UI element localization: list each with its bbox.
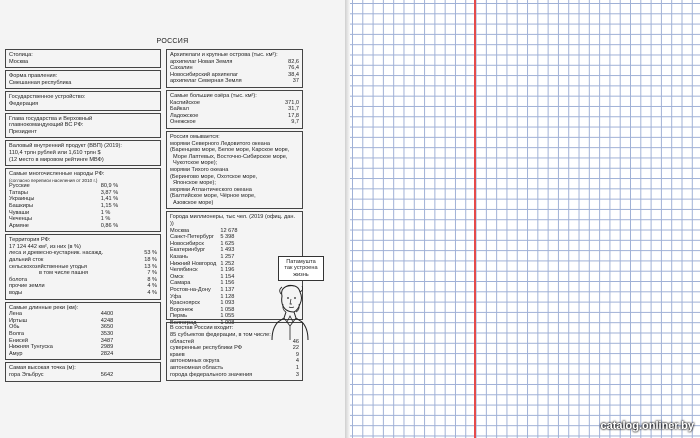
list-item: Каспийское 371,0 <box>170 99 299 106</box>
list-item: Русские 80,9 % <box>9 183 119 190</box>
head-value: Президент <box>9 128 37 135</box>
list-item: Башкиры 1,15 % <box>9 202 119 209</box>
list-item: автономная область 1 <box>170 365 299 372</box>
list-item: Японское море); <box>173 180 216 187</box>
rivers-heading: Самые длинные реки (км): <box>9 304 79 311</box>
list-item: Море Лаптевых, Восточно-Сибирское море, <box>173 153 288 160</box>
peak-heading: Самая высокая точка (м): <box>9 365 76 372</box>
watermark: catalog.onliner.by <box>600 420 694 432</box>
list-item: города федерального значения 3 <box>170 371 299 378</box>
list-item: прочие земли 4 % <box>9 283 157 290</box>
list-item: Сахалин 76,4 <box>170 65 299 72</box>
peoples-subheading: (согласно переписи населения от 2010 г.) <box>9 177 98 183</box>
list-item: Ладожское 17,8 <box>170 112 299 119</box>
peoples-block <box>5 168 161 232</box>
list-item: Армяне 0,86 % <box>9 222 119 229</box>
list-item: Енисей 3487 <box>9 337 114 344</box>
government-heading: Форма правления: <box>9 73 58 80</box>
cities-heading: Города миллионеры, тыс чел. (2019 (офиц. дан. )) <box>170 214 296 228</box>
list-item: Онежское 9,7 <box>170 119 299 126</box>
state-heading: Государственное устройство: <box>9 94 86 101</box>
grid-page <box>350 0 700 438</box>
capital-heading: Столица: <box>9 52 33 58</box>
bubble-line-2: так устроена <box>284 265 318 272</box>
list-item: архипелаг Новая Земля 82,6 <box>170 58 299 65</box>
list-item: Воронеж 1 058 <box>170 306 235 313</box>
list-item: Байкал 31,7 <box>170 106 299 113</box>
list-item: Уфа 1 128 <box>170 293 235 300</box>
list-item: сельскохозяйственные угодья 13 % <box>9 263 157 270</box>
peoples-heading: Самые многочисленные народы РФ: <box>9 171 105 178</box>
list-item: Чуваши 1 % <box>9 209 111 216</box>
territory-line-1: 17 124 442 км², из них (в %) <box>9 243 81 250</box>
gdp-heading: Валовый внутренний продукт (ВВП) (2019): <box>9 143 122 150</box>
list-item: Чеченцы 1 % <box>9 216 111 223</box>
list-item: Москва 12 678 <box>170 227 238 234</box>
territory-heading: Территория РФ: <box>9 237 51 244</box>
speech-bubble <box>278 256 324 281</box>
head-block <box>5 113 161 139</box>
islands-heading: Архипелаги и крупные острова (тыс. км²): <box>170 52 278 58</box>
cities-list <box>170 228 242 327</box>
list-item: Амур 2824 <box>9 350 114 357</box>
list-item: суверенные республики РФ 22 <box>170 345 299 352</box>
peak-block <box>5 362 161 381</box>
bubble-line-3: жизнь <box>293 271 309 278</box>
rivers-block <box>5 302 161 361</box>
list-item: болота 8 % <box>9 276 157 283</box>
list-item: воды 4 % <box>9 290 157 297</box>
government-block <box>5 70 161 89</box>
peoples-rows <box>9 183 157 229</box>
state-block <box>5 91 161 110</box>
list-item: Красноярск 1 093 <box>170 300 235 307</box>
seas-block <box>166 131 303 210</box>
list-item: автономных округа 4 <box>170 358 299 365</box>
islands-block <box>166 49 303 88</box>
list-item: Чукотское море); <box>173 160 218 167</box>
list-item: морями Атлантического океана <box>170 186 252 193</box>
list-item: Украинцы 1,41 % <box>9 196 119 203</box>
gdp-block <box>5 140 161 166</box>
list-item: Лена 4400 <box>9 311 114 318</box>
head-heading-2: главнокомандующий ВС РФ: <box>9 122 84 129</box>
composition-heading: В состав России входит: <box>170 325 234 332</box>
list-item: Татары 3,87 % <box>9 189 119 196</box>
list-item: Нижняя Тунгуска 2989 <box>9 344 114 351</box>
list-item: Санкт-Петербург 5 398 <box>170 234 235 241</box>
list-item: архипелаг Северная Земля 37 <box>170 78 299 85</box>
capital-value: Москва <box>9 58 29 65</box>
list-item: краев 9 <box>170 351 299 358</box>
list-item: областей 46 <box>170 338 299 345</box>
list-item: Пермь 1 055 <box>170 313 235 320</box>
list-item: дальний сток 18 % <box>9 257 157 264</box>
gdp-line-2: (12 место в мировом рейтинге МВФ) <box>9 156 104 163</box>
territory-block <box>5 234 161 299</box>
list-item: Нижний Новгород 1 252 <box>170 260 235 267</box>
list-item: (Балтийское море, Чёрное море, <box>170 193 256 200</box>
bubble-line-1: Патамушта <box>286 259 316 265</box>
left-column <box>5 49 161 384</box>
list-item: морями Северного Ледовитого океана <box>170 140 270 147</box>
state-value: Федерация <box>9 100 39 107</box>
list-item: Ростов-на-Дону 1 137 <box>170 287 235 293</box>
list-item: Новосибирский архипелаг 38,4 <box>170 71 299 78</box>
seas-heading: Россия омывается: <box>170 133 220 140</box>
list-item: (Баренцево море, Белое море, Карское море, <box>170 147 290 154</box>
lakes-heading: Самые большие озёра (тыс. км²): <box>170 92 257 99</box>
list-item: Екатеринбург 1 493 <box>170 247 235 254</box>
gdp-line-1: 110,4 трлн рублей или 1,610 трлн $ <box>9 149 101 156</box>
page-title: РОССИЯ <box>156 38 189 45</box>
government-value: Смешанная республика <box>9 79 72 86</box>
list-item: Азовское море) <box>173 199 214 206</box>
red-margin-line <box>474 0 476 438</box>
list-item: в том числе пашня 7 % <box>39 270 157 277</box>
list-item: Казань 1 257 <box>170 254 235 261</box>
composition-line-1: 85 субъектов федерации, в том числе: <box>170 332 271 339</box>
list-item: Иртыш 4248 <box>9 317 114 324</box>
list-item: Волга 3530 <box>9 331 114 337</box>
list-item: Самара 1 156 <box>170 280 235 287</box>
list-item: гора Эльбрус 5642 <box>9 371 114 378</box>
list-item: Омск 1 154 <box>170 273 235 280</box>
portrait-illustration <box>268 282 312 340</box>
list-item: леса и древесно-кустарник. насажд. 53 % <box>9 250 157 257</box>
list-item: (Берингово море, Охотское море, <box>170 173 258 180</box>
list-item: морями Тихого океана <box>170 166 229 173</box>
list-item: Обь 3650 <box>9 324 114 331</box>
head-heading-1: Глава государства и Верховный <box>9 115 93 122</box>
lakes-block <box>166 90 303 129</box>
list-item: Челябинск 1 196 <box>170 267 235 274</box>
list-item: Волгоград 1 008 <box>170 319 235 326</box>
list-item: Новосибирск 1 625 <box>170 240 235 247</box>
capital-block <box>5 49 161 68</box>
